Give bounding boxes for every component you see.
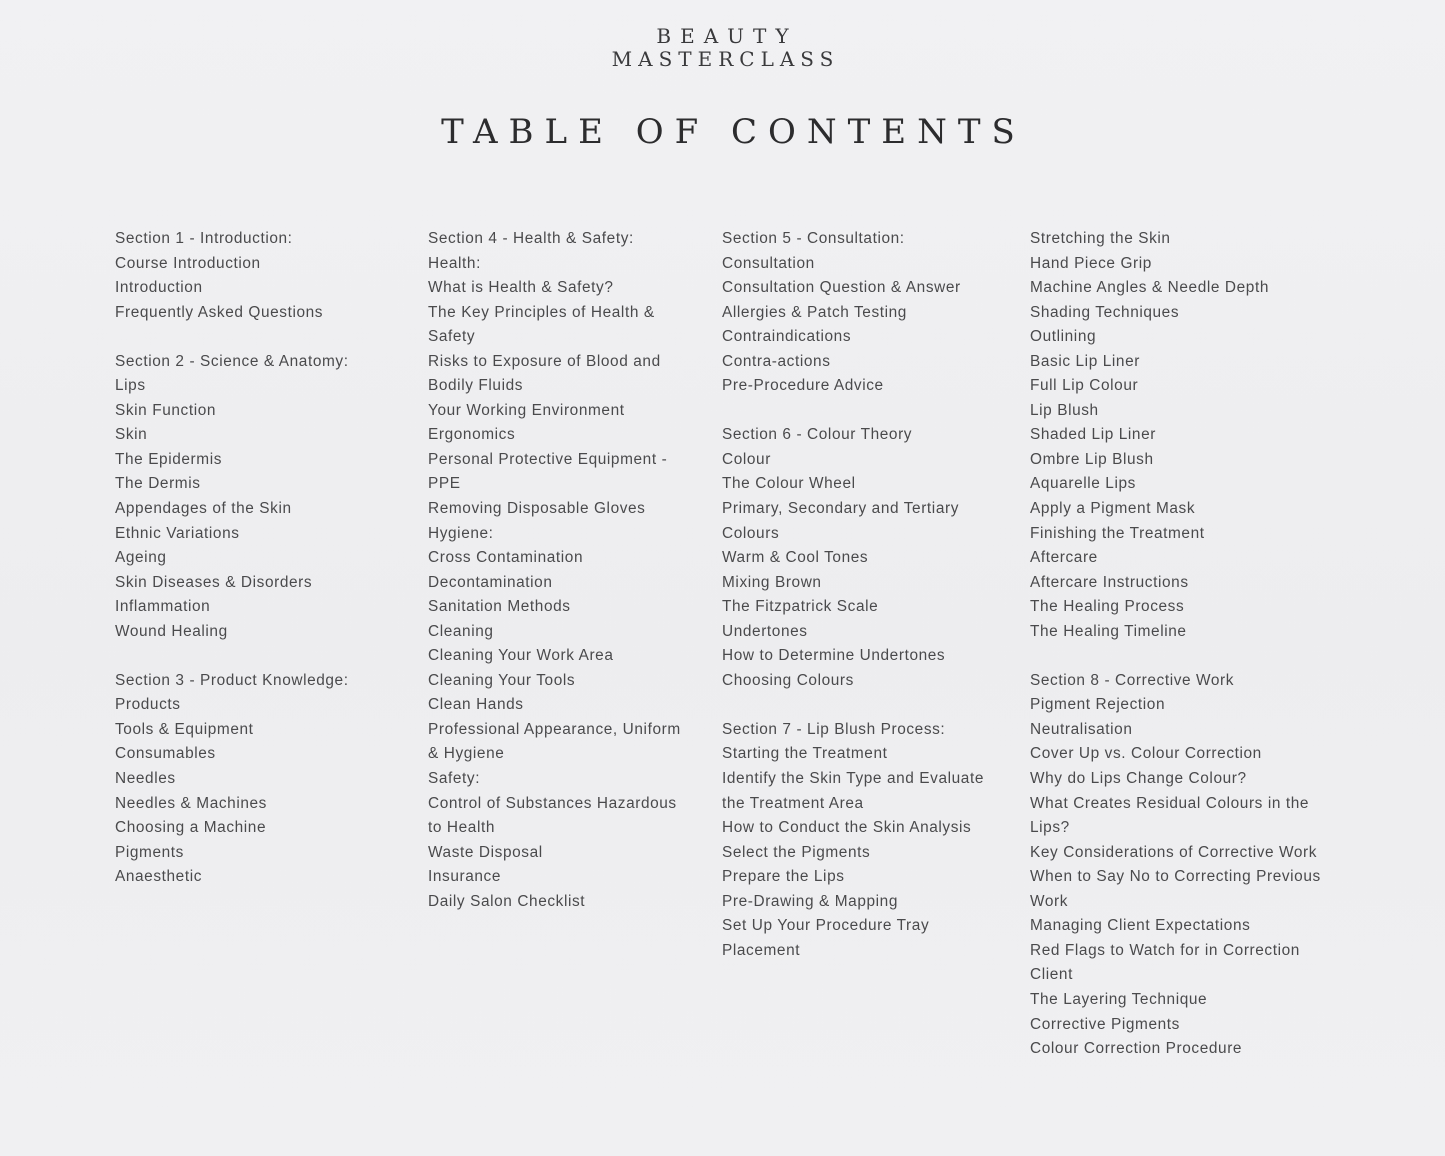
toc-entry: Pre-Procedure Advice xyxy=(722,377,884,395)
toc-entry: Allergies & Patch Testing xyxy=(722,303,907,321)
toc-section-heading: Section 4 - Health & Safety: xyxy=(428,230,634,247)
toc-entry: Cleaning xyxy=(428,622,494,640)
toc-entry: Skin Function xyxy=(115,401,217,419)
toc-entry: Lips? xyxy=(1030,819,1070,837)
toc-entry: Corrective Pigments xyxy=(1030,1015,1180,1033)
brand-name-line2: MASTERCLASS xyxy=(611,47,840,71)
toc-entry: Choosing a Machine xyxy=(115,819,267,837)
toc-entry: Cleaning Your Tools xyxy=(428,671,576,689)
toc-entry: Neutralisation xyxy=(1030,720,1133,738)
toc-entry: Starting the Treatment xyxy=(722,745,888,763)
toc-entry: Ageing xyxy=(115,549,167,567)
toc-column-4 xyxy=(1030,227,1330,1062)
toc-entry: Health: xyxy=(428,254,481,272)
toc-entry: The Healing Timeline xyxy=(1030,622,1187,640)
toc-entry: Prepare the Lips xyxy=(722,868,845,886)
toc-entry: Hand Piece Grip xyxy=(1030,254,1152,272)
toc-entry: Finishing the Treatment xyxy=(1030,524,1205,542)
page-title: TABLE OF CONTENTS xyxy=(441,112,1026,152)
toc-entry: Red Flags to Watch for in Correction xyxy=(1030,941,1300,959)
toc-entry: Introduction xyxy=(115,279,203,297)
toc-entry: Aftercare xyxy=(1030,549,1098,567)
toc-entry: Lip Blush xyxy=(1030,401,1099,419)
section-spacer xyxy=(115,325,405,350)
toc-entry: Course Introduction xyxy=(115,254,261,272)
toc-column-1 xyxy=(115,227,405,890)
brand-logo xyxy=(0,24,1445,70)
section-spacer xyxy=(722,399,1007,424)
toc-column-2 xyxy=(428,227,698,914)
toc-entry: Waste Disposal xyxy=(428,843,543,861)
toc-entry: Professional Appearance, Uniform xyxy=(428,720,681,738)
toc-entry: Bodily Fluids xyxy=(428,377,524,395)
toc-entry: Full Lip Colour xyxy=(1030,377,1139,395)
toc-entry: Clean Hands xyxy=(428,696,524,714)
toc-entry: Colour xyxy=(722,450,771,468)
toc-entry: Decontamination xyxy=(428,573,553,591)
toc-entry: Managing Client Expectations xyxy=(1030,917,1251,935)
toc-entry: Consumables xyxy=(115,745,216,763)
toc-column-3 xyxy=(722,227,1007,963)
toc-entry: Sanitation Methods xyxy=(428,598,571,616)
toc-entry: What Creates Residual Colours in the xyxy=(1030,794,1310,812)
toc-entry: Colours xyxy=(722,524,780,542)
toc-entry: Aquarelle Lips xyxy=(1030,475,1136,493)
toc-entry: Skin Diseases & Disorders xyxy=(115,573,313,591)
toc-entry: & Hygiene xyxy=(428,745,505,763)
toc-entry: Basic Lip Liner xyxy=(1030,352,1140,370)
toc-entry: What is Health & Safety? xyxy=(428,279,614,297)
toc-entry: Pre-Drawing & Mapping xyxy=(722,892,898,910)
toc-entry: Ombre Lip Blush xyxy=(1030,450,1154,468)
toc-entry: How to Conduct the Skin Analysis xyxy=(722,819,972,837)
toc-entry: Key Considerations of Corrective Work xyxy=(1030,843,1318,861)
toc-entry: Work xyxy=(1030,892,1069,910)
toc-entry: to Health xyxy=(428,819,496,837)
toc-entry: Safety xyxy=(428,328,476,346)
toc-entry: Cover Up vs. Colour Correction xyxy=(1030,745,1262,763)
toc-entry: Identify the Skin Type and Evaluate xyxy=(722,770,984,788)
toc-entry: Appendages of the Skin xyxy=(115,500,292,518)
toc-entry: Shading Techniques xyxy=(1030,303,1180,321)
toc-entry: Tools & Equipment xyxy=(115,720,254,738)
toc-entry: Select the Pigments xyxy=(722,843,871,861)
toc-entry: Your Working Environment xyxy=(428,401,625,419)
toc-entry: The Colour Wheel xyxy=(722,475,856,493)
toc-entry: The Layering Technique xyxy=(1030,990,1208,1008)
toc-entry: Mixing Brown xyxy=(722,573,822,591)
toc-entry: Wound Healing xyxy=(115,622,228,640)
toc-entry: The Healing Process xyxy=(1030,598,1185,616)
toc-entry: Removing Disposable Gloves xyxy=(428,500,646,518)
toc-entry: Risks to Exposure of Blood and xyxy=(428,352,661,370)
toc-entry: Cleaning Your Work Area xyxy=(428,647,614,665)
toc-entry: Consultation xyxy=(722,254,815,272)
toc-entry: Choosing Colours xyxy=(722,671,854,689)
toc-section-heading: Section 6 - Colour Theory xyxy=(722,426,913,444)
toc-entry: Ethnic Variations xyxy=(115,524,240,542)
toc-entry: Anaesthetic xyxy=(115,868,203,886)
toc-entry: Daily Salon Checklist xyxy=(428,892,586,910)
toc-entry: Consultation Question & Answer xyxy=(722,279,961,297)
toc-section-heading: Section 1 - Introduction: xyxy=(115,230,293,247)
toc-entry: Ergonomics xyxy=(428,426,516,444)
toc-entry: Personal Protective Equipment - xyxy=(428,450,668,468)
toc-entry: Shaded Lip Liner xyxy=(1030,426,1156,444)
toc-entry: Contraindications xyxy=(722,328,852,346)
toc-entry: The Epidermis xyxy=(115,450,223,468)
toc-entry: Outlining xyxy=(1030,328,1097,346)
toc-entry: Client xyxy=(1030,966,1073,984)
brand-name-line1: BEAUTY xyxy=(656,24,798,48)
toc-entry: Pigment Rejection xyxy=(1030,696,1166,714)
toc-section-heading: Section 7 - Lip Blush Process: xyxy=(722,720,946,738)
toc-section-heading: Section 5 - Consultation: xyxy=(722,230,905,247)
toc-entry: Cross Contamination xyxy=(428,549,584,567)
toc-entry: Contra-actions xyxy=(722,352,831,370)
toc-entry: Apply a Pigment Mask xyxy=(1030,500,1196,518)
toc-entry: Warm & Cool Tones xyxy=(722,549,869,567)
toc-section-heading: Section 8 - Corrective Work xyxy=(1030,671,1235,689)
toc-entry: Safety: xyxy=(428,770,481,788)
toc-entry: Primary, Secondary and Tertiary xyxy=(722,500,960,518)
toc-section-heading: Section 3 - Product Knowledge: xyxy=(115,671,349,689)
toc-entry: Lips xyxy=(115,377,146,395)
toc-entry: Pigments xyxy=(115,843,184,861)
toc-entry: When to Say No to Correcting Previous xyxy=(1030,868,1321,886)
toc-entry: Control of Substances Hazardous xyxy=(428,794,677,812)
toc-entry: Inflammation xyxy=(115,598,211,616)
toc-entry: Why do Lips Change Colour? xyxy=(1030,770,1247,788)
toc-entry: The Fitzpatrick Scale xyxy=(722,598,879,616)
toc-entry: The Dermis xyxy=(115,475,201,493)
toc-entry: Frequently Asked Questions xyxy=(115,303,324,321)
toc-entry: Set Up Your Procedure Tray xyxy=(722,917,930,935)
toc-entry: Placement xyxy=(722,941,801,959)
toc-entry: Aftercare Instructions xyxy=(1030,573,1189,591)
toc-entry: PPE xyxy=(428,475,461,493)
toc-entry: Hygiene: xyxy=(428,524,494,542)
toc-entry: How to Determine Undertones xyxy=(722,647,946,665)
toc-entry: The Key Principles of Health & xyxy=(428,303,655,321)
toc-section-heading: Section 2 - Science & Anatomy: xyxy=(115,352,349,370)
toc-entry: Insurance xyxy=(428,868,501,886)
section-spacer xyxy=(722,693,1007,718)
toc-entry: Products xyxy=(115,696,181,714)
toc-entry: Colour Correction Procedure xyxy=(1030,1040,1243,1058)
toc-entry: the Treatment Area xyxy=(722,794,864,812)
toc-entry: Needles & Machines xyxy=(115,794,267,812)
toc-entry: Undertones xyxy=(722,622,808,640)
toc-entry: Stretching the Skin xyxy=(1030,230,1171,247)
toc-entry: Skin xyxy=(115,426,148,444)
section-spacer xyxy=(115,644,405,669)
section-spacer xyxy=(1030,644,1330,669)
toc-entry: Machine Angles & Needle Depth xyxy=(1030,279,1269,297)
toc-entry: Needles xyxy=(115,770,176,788)
